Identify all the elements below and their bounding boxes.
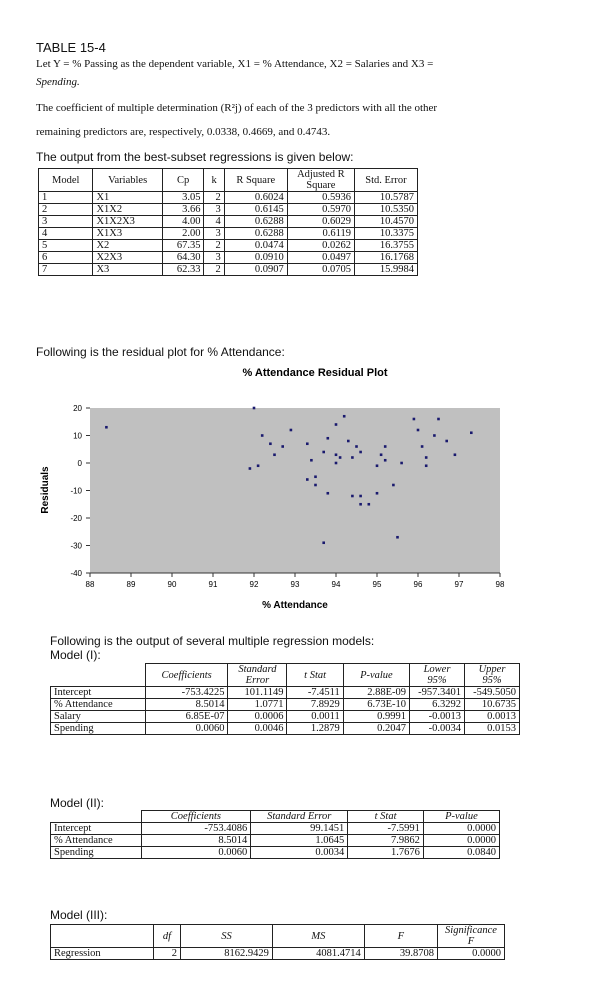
model2-row (51, 823, 500, 835)
data-point (351, 456, 354, 459)
data-point (261, 434, 264, 437)
table-cell: 0.9991 (343, 711, 409, 723)
x-axis (86, 573, 505, 589)
table-cell: 0.5970 (287, 204, 354, 216)
data-point (359, 495, 362, 498)
table-cell: 0.0011 (287, 711, 343, 723)
data-point (437, 418, 440, 421)
r2-line-2: remaining predictors are, respectively, 0.0338, 0.4669, and 0.4743. (36, 126, 331, 138)
table-cell: 1.7676 (348, 847, 424, 859)
table-cell: 0.0060 (145, 723, 228, 735)
model2-col-coef: Coefficients (141, 811, 251, 823)
x-tick-label: 96 (413, 580, 423, 589)
subset-row (39, 252, 418, 264)
table-cell: 7.9862 (348, 835, 424, 847)
model1-row (51, 723, 520, 735)
model3-col-blank (51, 925, 154, 948)
subset-col-rsq: R Square (224, 169, 287, 192)
table-cell: 0.6288 (224, 228, 287, 240)
table-title: TABLE 15-4 (36, 40, 106, 55)
subset-body (39, 192, 418, 276)
x-tick-label: 88 (85, 580, 95, 589)
subset-col-variables: Variables (93, 169, 162, 192)
model3-body (51, 948, 505, 960)
subset-row (39, 216, 418, 228)
data-point (322, 451, 325, 454)
table-cell: % Attendance (51, 699, 146, 711)
table-cell: 7 (39, 264, 93, 276)
x-axis-label: % Attendance (262, 600, 328, 611)
data-point (425, 456, 428, 459)
model1-row (51, 711, 520, 723)
residual-caption: Following is the residual plot for % Attendance: (36, 345, 285, 359)
model1-row (51, 687, 520, 699)
model1-col-blank (51, 664, 146, 687)
table-cell: 4 (204, 216, 224, 228)
chart-title: % Attendance Residual Plot (242, 367, 388, 379)
model1-header-row (51, 664, 520, 687)
subset-row (39, 192, 418, 204)
data-point (359, 503, 362, 506)
table-cell: 67.35 (162, 240, 204, 252)
data-point (433, 434, 436, 437)
model1-label: Model (I): (50, 648, 101, 662)
table-cell: -0.0013 (410, 711, 465, 723)
table-cell: 10.3375 (354, 228, 417, 240)
table-cell: 64.30 (162, 252, 204, 264)
table-cell: X1X2 (93, 204, 162, 216)
subset-header-row (39, 169, 418, 192)
residual-plot (30, 360, 590, 620)
table-cell: Regression (51, 948, 154, 960)
x-tick-label: 91 (208, 580, 218, 589)
x-tick-label: 97 (454, 580, 464, 589)
data-point (269, 442, 272, 445)
y-tick-label: -20 (70, 514, 82, 523)
data-point (425, 464, 428, 467)
table-cell: 0.0046 (228, 723, 287, 735)
model1-col-pvalue: P-value (343, 664, 409, 687)
table-cell: 10.5787 (354, 192, 417, 204)
table-cell: 2.88E-09 (343, 687, 409, 699)
table-cell: 1.0771 (228, 699, 287, 711)
table-cell: 0.6145 (224, 204, 287, 216)
subset-col-model: Model (39, 169, 93, 192)
subset-caption: The output from the best-subset regressions is given below: (36, 150, 354, 164)
table-cell: -0.0034 (410, 723, 465, 735)
data-point (249, 467, 252, 470)
model3-table (50, 924, 505, 960)
table-cell: 10.5350 (354, 204, 417, 216)
table-cell: 3.05 (162, 192, 204, 204)
intro-line-2: Spending. (36, 76, 80, 88)
plot-area (90, 408, 500, 573)
subset-col-adj-rsq: Adjusted R Square (287, 169, 354, 192)
subset-row (39, 228, 418, 240)
table-cell: 3 (204, 228, 224, 240)
model1-row (51, 699, 520, 711)
table-cell: 8.5014 (141, 835, 251, 847)
table-cell: 62.33 (162, 264, 204, 276)
data-point (306, 478, 309, 481)
data-point (400, 462, 403, 465)
model1-table (50, 663, 520, 735)
table-cell: 0.6119 (287, 228, 354, 240)
intro-line-1: Let Y = % Passing as the dependent variable, X1 = % Attendance, X2 = Salaries and X3 = (36, 58, 434, 70)
model3-label: Model (III): (50, 908, 108, 922)
models-caption: Following is the output of several multiple regression models: (50, 634, 375, 648)
table-cell: 2 (204, 192, 224, 204)
data-point (355, 445, 358, 448)
y-axis-label: Residuals (40, 466, 51, 514)
table-cell: 10.4570 (354, 216, 417, 228)
table-cell: 2 (204, 240, 224, 252)
data-point (421, 445, 424, 448)
model3-col-df: df (154, 925, 181, 948)
subset-table (38, 168, 418, 276)
model2-label: Model (II): (50, 796, 105, 810)
table-cell: -549.5050 (465, 687, 520, 699)
table-cell: 1 (39, 192, 93, 204)
table-cell: Salary (51, 711, 146, 723)
y-tick-label: 10 (73, 431, 82, 441)
table-cell: -7.5991 (348, 823, 424, 835)
x-tick-label: 89 (126, 580, 136, 589)
subset-col-k: k (204, 169, 224, 192)
table-cell: 0.0060 (141, 847, 251, 859)
model3-row (51, 948, 505, 960)
data-point (327, 437, 330, 440)
data-point (347, 440, 350, 443)
table-cell: 6.85E-07 (145, 711, 228, 723)
table-cell: 0.6288 (224, 216, 287, 228)
subset-row (39, 264, 418, 276)
table-cell: 10.6735 (465, 699, 520, 711)
table-cell: 4.00 (162, 216, 204, 228)
table-cell: 2 (39, 204, 93, 216)
x-tick-label: 90 (167, 580, 177, 589)
table-cell: X2X3 (93, 252, 162, 264)
subset-row (39, 240, 418, 252)
table-cell: 2 (154, 948, 181, 960)
data-point (380, 453, 383, 456)
table-cell: 4 (39, 228, 93, 240)
table-cell: 0.0000 (423, 835, 499, 847)
model2-col-se: Standard Error (251, 811, 348, 823)
subset-row (39, 204, 418, 216)
table-cell: -753.4086 (141, 823, 251, 835)
y-axis (70, 404, 90, 578)
x-tick-label: 94 (331, 580, 341, 589)
table-cell: 0.0013 (465, 711, 520, 723)
table-cell: -957.3401 (410, 687, 465, 699)
x-tick-label: 95 (372, 580, 382, 589)
data-point (253, 407, 256, 410)
table-cell: 6.3292 (410, 699, 465, 711)
data-point (376, 492, 379, 495)
model3-col-ss: SS (181, 925, 273, 948)
y-tick-label: -30 (70, 541, 82, 551)
model3-header-row (51, 925, 505, 948)
table-cell: X1X2X3 (93, 216, 162, 228)
subset-col-std-error: Std. Error (354, 169, 417, 192)
data-point (273, 453, 276, 456)
data-point (445, 440, 448, 443)
model1-col-lower: Lower 95% (410, 664, 465, 687)
r2-line-1: The coefficient of multiple determination (R²j) of each of the 3 predictors with all the other (36, 102, 438, 114)
table-cell: 0.6024 (224, 192, 287, 204)
data-point (376, 464, 379, 467)
model3-col-ms: MS (272, 925, 364, 948)
model2-row (51, 847, 500, 859)
table-cell: 0.0153 (465, 723, 520, 735)
table-cell: 0.0262 (287, 240, 354, 252)
table-cell: 5 (39, 240, 93, 252)
data-point (470, 431, 473, 434)
x-tick-label: 93 (290, 580, 300, 589)
table-cell: 39.8708 (364, 948, 437, 960)
table-cell: 2 (204, 264, 224, 276)
data-point (335, 462, 338, 465)
data-point (339, 456, 342, 459)
table-cell: 16.3755 (354, 240, 417, 252)
data-point (327, 492, 330, 495)
table-cell: 3 (39, 216, 93, 228)
model1-col-tstat: t Stat (287, 664, 343, 687)
data-point (314, 475, 317, 478)
table-cell: 6 (39, 252, 93, 264)
table-cell: 0.5936 (287, 192, 354, 204)
y-tick-label: 0 (77, 459, 82, 468)
table-cell: 99.1451 (251, 823, 348, 835)
table-cell: 6.73E-10 (343, 699, 409, 711)
table-cell: 1.2879 (287, 723, 343, 735)
table-cell: 8162.9429 (181, 948, 273, 960)
subset-col-cp: Cp (162, 169, 204, 192)
y-tick-label: -40 (70, 569, 82, 578)
table-cell: 8.5014 (145, 699, 228, 711)
data-point (384, 459, 387, 462)
table-cell: -753.4225 (145, 687, 228, 699)
table-cell: X1X3 (93, 228, 162, 240)
data-point (306, 442, 309, 445)
data-point (105, 426, 108, 429)
table-cell: 0.0840 (423, 847, 499, 859)
data-point (351, 495, 354, 498)
table-cell: 0.6029 (287, 216, 354, 228)
model3-col-sigf: Significance F (438, 925, 505, 948)
table-cell: -7.4511 (287, 687, 343, 699)
data-point (396, 536, 399, 539)
table-cell: X1 (93, 192, 162, 204)
table-cell: X2 (93, 240, 162, 252)
table-cell: 0.0910 (224, 252, 287, 264)
model2-col-pvalue: P-value (423, 811, 499, 823)
model2-row (51, 835, 500, 847)
model2-col-blank (51, 811, 142, 823)
data-point (392, 484, 395, 487)
data-point (454, 453, 457, 456)
data-point (368, 503, 371, 506)
x-tick-label: 92 (249, 580, 259, 589)
table-cell: 0.0000 (423, 823, 499, 835)
model1-col-se: Standard Error (228, 664, 287, 687)
x-tick-label: 98 (495, 580, 505, 589)
table-cell: 3 (204, 252, 224, 264)
table-cell: 0.0000 (438, 948, 505, 960)
model2-col-tstat: t Stat (348, 811, 424, 823)
table-cell: Spending (51, 847, 142, 859)
data-point (335, 453, 338, 456)
model1-body (51, 687, 520, 735)
y-tick-label: -10 (70, 486, 82, 496)
table-cell: Intercept (51, 687, 146, 699)
table-cell: 15.9984 (354, 264, 417, 276)
data-point (384, 445, 387, 448)
model1-col-upper: Upper 95% (465, 664, 520, 687)
table-cell: % Attendance (51, 835, 142, 847)
data-point (359, 451, 362, 454)
y-tick-label: 20 (73, 404, 82, 413)
data-point (281, 445, 284, 448)
data-point (257, 464, 260, 467)
table-cell: 2.00 (162, 228, 204, 240)
data-point (290, 429, 293, 432)
table-cell: 0.0907 (224, 264, 287, 276)
data-point (413, 418, 416, 421)
table-cell: X3 (93, 264, 162, 276)
table-cell: 0.0006 (228, 711, 287, 723)
table-cell: 1.0645 (251, 835, 348, 847)
table-cell: 4081.4714 (272, 948, 364, 960)
data-point (322, 541, 325, 544)
model2-body (51, 823, 500, 859)
model2-table (50, 810, 500, 859)
table-cell: Spending (51, 723, 146, 735)
table-cell: 7.8929 (287, 699, 343, 711)
table-cell: 3.66 (162, 204, 204, 216)
model2-header-row (51, 811, 500, 823)
table-cell: Intercept (51, 823, 142, 835)
data-point (310, 459, 313, 462)
data-point (335, 423, 338, 426)
model3-col-f: F (364, 925, 437, 948)
data-point (417, 429, 420, 432)
table-cell: 0.2047 (343, 723, 409, 735)
table-cell: 16.1768 (354, 252, 417, 264)
table-cell: 0.0034 (251, 847, 348, 859)
data-point (314, 484, 317, 487)
model1-col-coef: Coefficients (145, 664, 228, 687)
table-cell: 0.0705 (287, 264, 354, 276)
data-point (343, 415, 346, 418)
table-cell: 3 (204, 204, 224, 216)
table-cell: 0.0497 (287, 252, 354, 264)
table-cell: 101.1149 (228, 687, 287, 699)
table-cell: 0.0474 (224, 240, 287, 252)
